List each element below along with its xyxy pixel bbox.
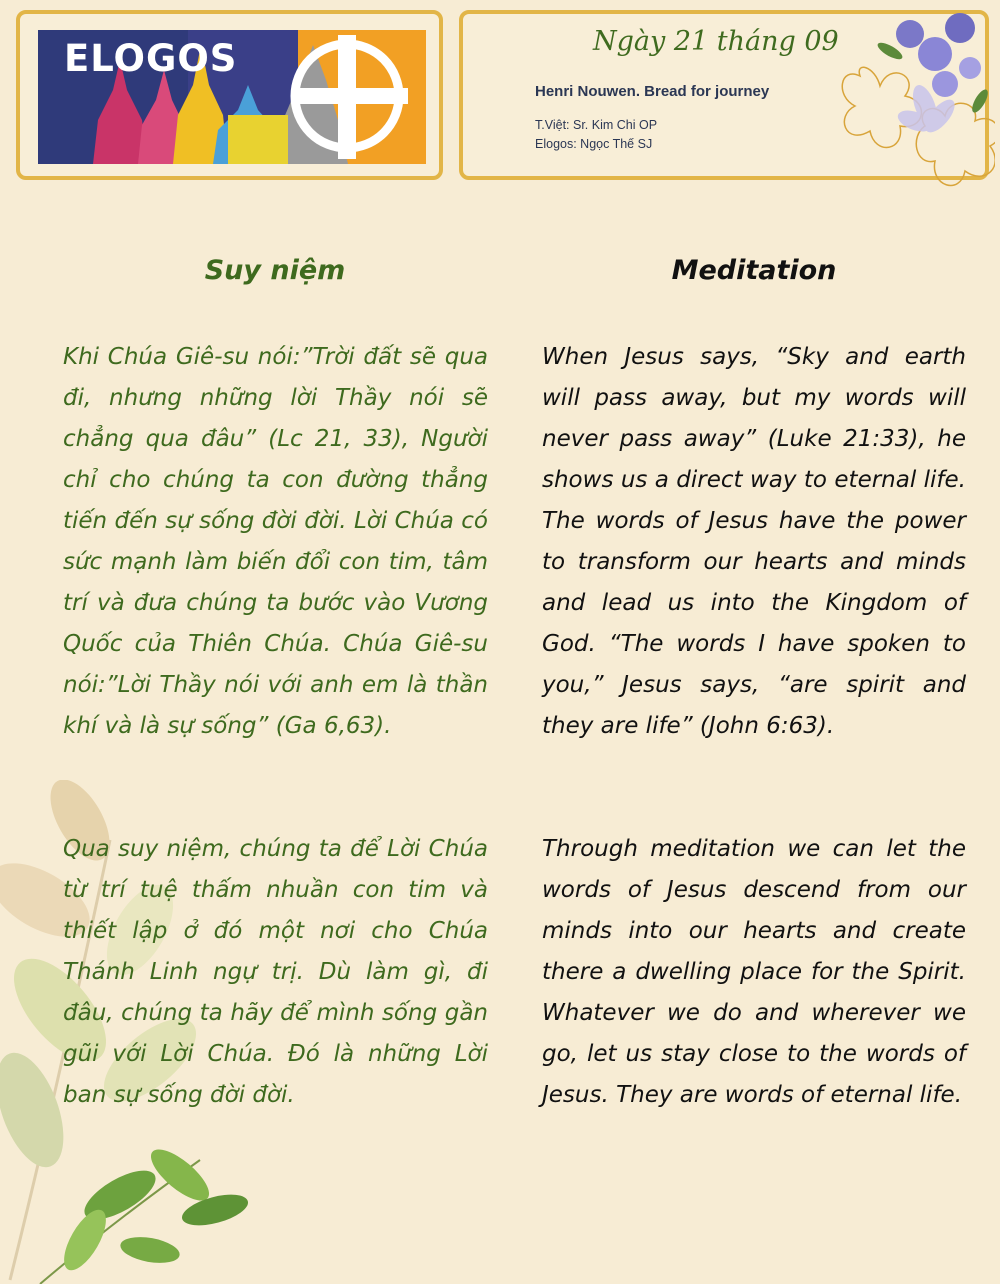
vietnamese-paragraph: Khi Chúa Giê-su nói:”Trời đất sẽ qua đi, nhưng những lời Thầy nói sẽ chẳng qua đâu” (Lc 21, 33), Người chỉ cho chúng ta con đường thẳng tiến đến sự sống đời đời. Lời Chúa có sức mạnh làm biến đổi con tim, tâm trí và đưa chúng ta bước vào Vương Quốc của Thiên Chúa. Chúa Giê-su nói:”Lời Thầy nói với anh em là thần khí và là sự sống” (Ga 6,63). — [63, 344, 488, 739]
vietnamese-paragraph: Qua suy niệm, chúng ta để Lời Chúa từ trí tuệ thấm nhuần con tim và thiết lập ở đó một nơi cho Chúa Thánh Linh ngự trị. Dù làm gì, đi đâu, chúng ta hãy để mình sống gần gũi với Lời Chúa. Đó là những Lời ban sự sống đời đời. — [63, 836, 488, 1108]
editor-credit: Elogos: Ngọc Thế SJ — [535, 137, 653, 151]
date-title: Ngày 21 tháng 09 — [593, 26, 839, 57]
book-title: Henri Nouwen. Bread for journey — [535, 83, 770, 100]
logo-text: ELOGOS — [64, 37, 238, 80]
vietnamese-heading: Suy niệm — [204, 255, 346, 286]
flower-decoration — [830, 6, 995, 202]
header-info-panel — [459, 10, 989, 180]
logo-panel — [16, 10, 443, 180]
english-heading: Meditation — [671, 255, 837, 286]
translator-credit: T.Việt: Sr. Kim Chi OP — [535, 118, 658, 132]
english-paragraph: When Jesus says, “Sky and earth will pass away, but my words will never pass away” (Luke 21:33), he shows us a direct way to eternal life. The words of Jesus have the power to transform our hearts and minds and lead us into the Kingdom of God. “The words I have spoken to you,” Jesus says, “are spirit and they are life” (John 6:63). — [542, 344, 966, 739]
english-paragraph: Through meditation we can let the words of Jesus descend from our minds into our hearts and create there a dwelling place for the Spirit. Whatever we do and wherever we go, let us stay close to the words of Jesus. They are words of eternal life. — [542, 836, 966, 1108]
